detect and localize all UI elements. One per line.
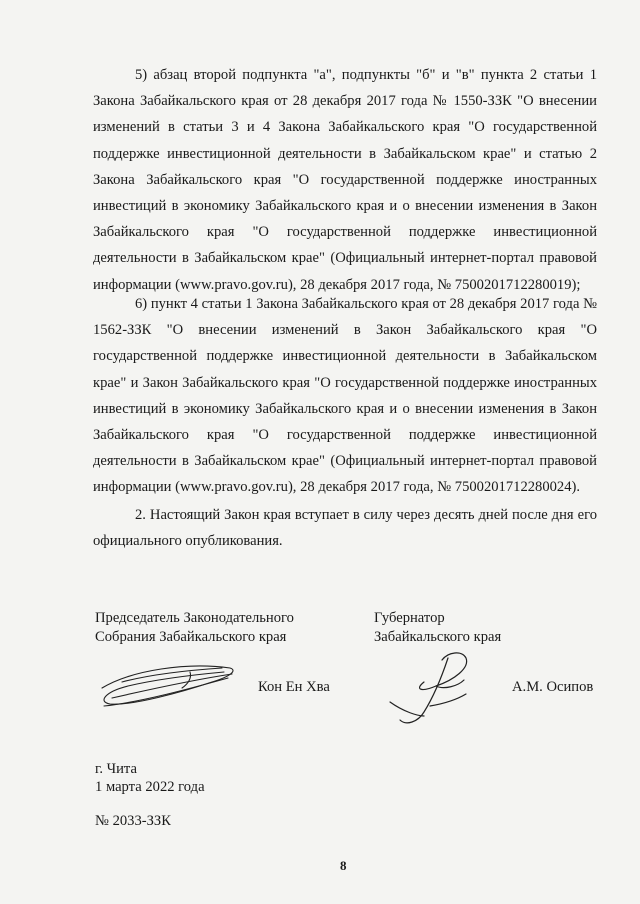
paragraph-item-6: 6) пункт 4 статьи 1 Закона Забайкальского края от 28 декабря 2017 года № 1562-ЗЗК "О внесении изменений в Закон Забайкальского края "О государственной поддержке инвестиционной деятельности в Забайкальском крае" и Закон Забайкальского края "О государственной поддержке иностранных инвестиций в экономику Забайкальского края и о внесении изменения в Закон Забайкальского края "О государственной поддержке инвестиционной деятельности в Забайкальском крае" (Официальный интернет-портал правовой информации (www.pravo.gov.ru), 28 декабря 2017 года, № 7500201712280024). — [93, 296, 597, 496]
left-handwritten-signature — [92, 648, 242, 718]
paragraph-section-2: 2. Настоящий Закон края вступает в силу через десять дней после дня его официального опубликования. — [93, 507, 597, 550]
right-title-line-2: Забайкальского края — [374, 629, 502, 645]
right-signatory-title — [374, 609, 501, 647]
left-signatory-name: Кон Ен Хва — [258, 679, 330, 695]
left-signatory-title — [95, 609, 294, 647]
left-title-line-2: Собрания Забайкальского края — [95, 629, 287, 645]
right-title-line-1: Губернатор — [374, 610, 445, 626]
law-number: № 2033-ЗЗК — [95, 813, 171, 829]
page-number: 8 — [340, 858, 347, 873]
right-handwritten-signature — [384, 646, 484, 730]
city: г. Чита — [95, 761, 137, 777]
paragraph-item-5: 5) абзац второй подпункта "а", подпункты "б" и "в" пункта 2 статьи 1 Закона Забайкальского края от 28 декабря 2017 года № 1550-ЗЗК "О внесении изменений в статьи 3 и 4 Закона Забайкальского края "О государственной поддержке инвестиционной деятельности в Забайкальском крае" и статью 2 Закона Забайкальского края "О государственной поддержке иностранных инвестиций в экономику Забайкальского края и о внесении изменения в Закон Забайкальского края "О государственной поддержке инвестиционной деятельности в Забайкальском крае" (Официальный интернет-портал правовой информации (www.pravo.gov.ru), 28 декабря 2017 года, № 7500201712280019); — [93, 67, 597, 293]
left-title-line-1: Председатель Законодательного — [95, 610, 294, 626]
law-date: 1 марта 2022 года — [95, 779, 205, 795]
right-signatory-name: А.М. Осипов — [512, 679, 594, 695]
